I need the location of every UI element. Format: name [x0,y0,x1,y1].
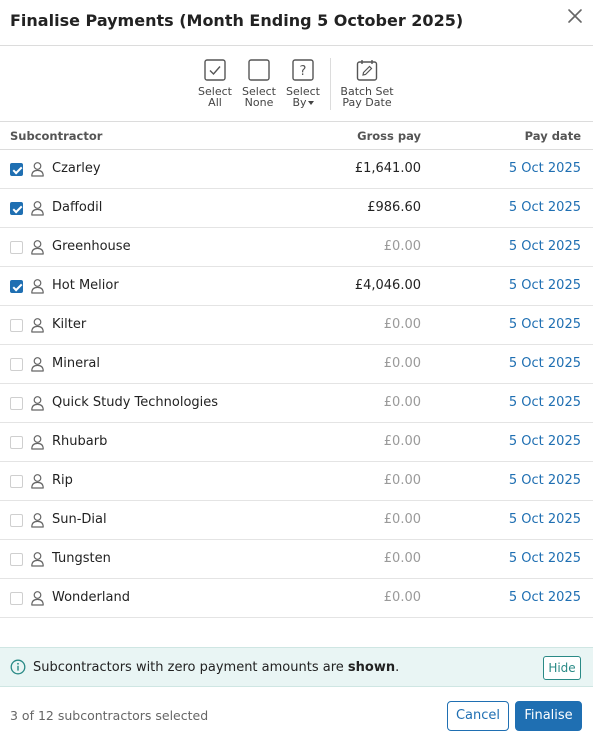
gross-pay-value: £0.00 [383,590,421,605]
empty-square-icon [247,58,271,82]
calendar-edit-icon [355,58,379,82]
row-checkbox[interactable] [10,280,23,293]
subcontractor-name: Rhubarb [52,434,108,449]
table-header [0,122,593,150]
row-checkbox[interactable] [10,241,23,254]
table-row[interactable] [0,579,593,618]
selected-count: 3 of 12 subcontractors selected [10,708,209,723]
table-row[interactable] [0,384,593,423]
info-text-prefix: Subcontractors with zero payment amounts are [33,660,348,675]
pay-date-link[interactable]: 5 Oct 2025 [508,200,581,215]
svg-text:?: ? [299,64,307,79]
select-by-label-2: By [292,96,307,109]
table-row[interactable] [0,228,593,267]
pay-date-link[interactable]: 5 Oct 2025 [508,434,581,449]
subcontractor-name: Czarley [52,161,101,176]
pay-date-link[interactable]: 5 Oct 2025 [508,551,581,566]
subcontractor-name: Kilter [52,317,87,332]
person-icon [30,161,45,177]
batch-set-pay-date-button[interactable] [340,58,394,108]
info-icon [10,659,26,675]
check-square-icon [203,58,227,82]
gross-pay-value: £986.60 [367,200,421,215]
batch-set-label-1: Batch Set [340,85,394,98]
row-checkbox[interactable] [10,436,23,449]
subcontractor-name: Quick Study Technologies [52,395,219,410]
person-icon [30,278,45,294]
gross-pay-value: £4,046.00 [354,278,421,293]
batch-set-label-2: Pay Date [342,96,392,109]
subcontractor-name: Wonderland [52,590,130,605]
person-icon [30,200,45,216]
select-all-button[interactable] [198,58,232,108]
person-icon [30,239,45,255]
pay-date-link[interactable]: 5 Oct 2025 [508,590,581,605]
row-checkbox[interactable] [10,592,23,605]
person-icon [30,395,45,411]
person-icon [30,356,45,372]
subcontractor-name: Tungsten [52,551,111,566]
person-icon [30,551,45,567]
person-icon [30,473,45,489]
select-by-label-1: Select [286,85,320,98]
zero-amount-info-bar [0,647,593,687]
info-text-suffix: . [395,660,400,675]
column-header-pay-date[interactable]: Pay date [524,129,581,143]
subcontractor-name: Greenhouse [52,239,131,254]
row-checkbox[interactable] [10,202,23,215]
pay-date-link[interactable]: 5 Oct 2025 [508,161,581,176]
table-row[interactable] [0,462,593,501]
subcontractor-name: Hot Melior [52,278,119,293]
pay-date-link[interactable]: 5 Oct 2025 [508,239,581,254]
info-text-bold: shown [347,660,396,675]
row-checkbox[interactable] [10,319,23,332]
row-checkbox[interactable] [10,553,23,566]
select-all-label-2: All [208,96,222,109]
gross-pay-value: £0.00 [383,512,421,527]
hide-zero-amounts-button[interactable]: Hide [543,656,581,680]
person-icon [30,317,45,333]
subcontractor-name: Sun-Dial [52,512,107,527]
table-row[interactable] [0,540,593,579]
person-icon [30,512,45,528]
subcontractor-name: Daffodil [52,200,103,215]
dialog-header [0,0,593,46]
table-row[interactable] [0,150,593,189]
subcontractor-name: Mineral [52,356,100,371]
select-none-label-1: Select [242,85,276,98]
table-row[interactable] [0,345,593,384]
row-checkbox[interactable] [10,475,23,488]
person-icon [30,590,45,606]
cancel-button[interactable]: Cancel [447,701,509,731]
column-header-gross-pay[interactable]: Gross pay [357,129,421,143]
pay-date-link[interactable]: 5 Oct 2025 [508,395,581,410]
gross-pay-value: £0.00 [383,473,421,488]
row-checkbox[interactable] [10,397,23,410]
column-header-subcontractor[interactable]: Subcontractor [10,129,103,143]
info-message [33,660,399,675]
pay-date-link[interactable]: 5 Oct 2025 [508,473,581,488]
pay-date-link[interactable]: 5 Oct 2025 [508,356,581,371]
toolbar-divider [330,58,331,110]
table-row[interactable] [0,267,593,306]
table-row[interactable] [0,189,593,228]
row-checkbox[interactable] [10,163,23,176]
pay-date-link[interactable]: 5 Oct 2025 [508,278,581,293]
select-by-label-2-wrap [286,97,320,108]
gross-pay-value: £0.00 [383,551,421,566]
select-all-label-1: Select [198,85,232,98]
caret-down-icon [308,101,314,105]
person-icon [30,434,45,450]
row-checkbox[interactable] [10,358,23,371]
selection-toolbar [0,46,593,122]
table-row[interactable] [0,306,593,345]
close-icon[interactable] [566,7,584,25]
subcontractor-name: Rip [52,473,73,488]
gross-pay-value: £1,641.00 [354,161,421,176]
gross-pay-value: £0.00 [383,434,421,449]
table-row[interactable] [0,423,593,462]
finalise-button[interactable]: Finalise [515,701,582,731]
row-checkbox[interactable] [10,514,23,527]
pay-date-link[interactable]: 5 Oct 2025 [508,317,581,332]
subcontractor-list [0,150,593,618]
gross-pay-value: £0.00 [383,317,421,332]
select-none-label-2: None [244,96,274,109]
pay-date-link[interactable]: 5 Oct 2025 [508,512,581,527]
table-row[interactable] [0,501,593,540]
gross-pay-value: £0.00 [383,239,421,254]
question-square-icon [291,58,315,82]
select-none-button[interactable] [242,58,276,108]
select-by-button[interactable] [286,58,320,108]
gross-pay-value: £0.00 [383,395,421,410]
gross-pay-value: £0.00 [383,356,421,371]
dialog-footer [0,687,593,741]
dialog-title: Finalise Payments (Month Ending 5 October 2025) [10,11,464,30]
